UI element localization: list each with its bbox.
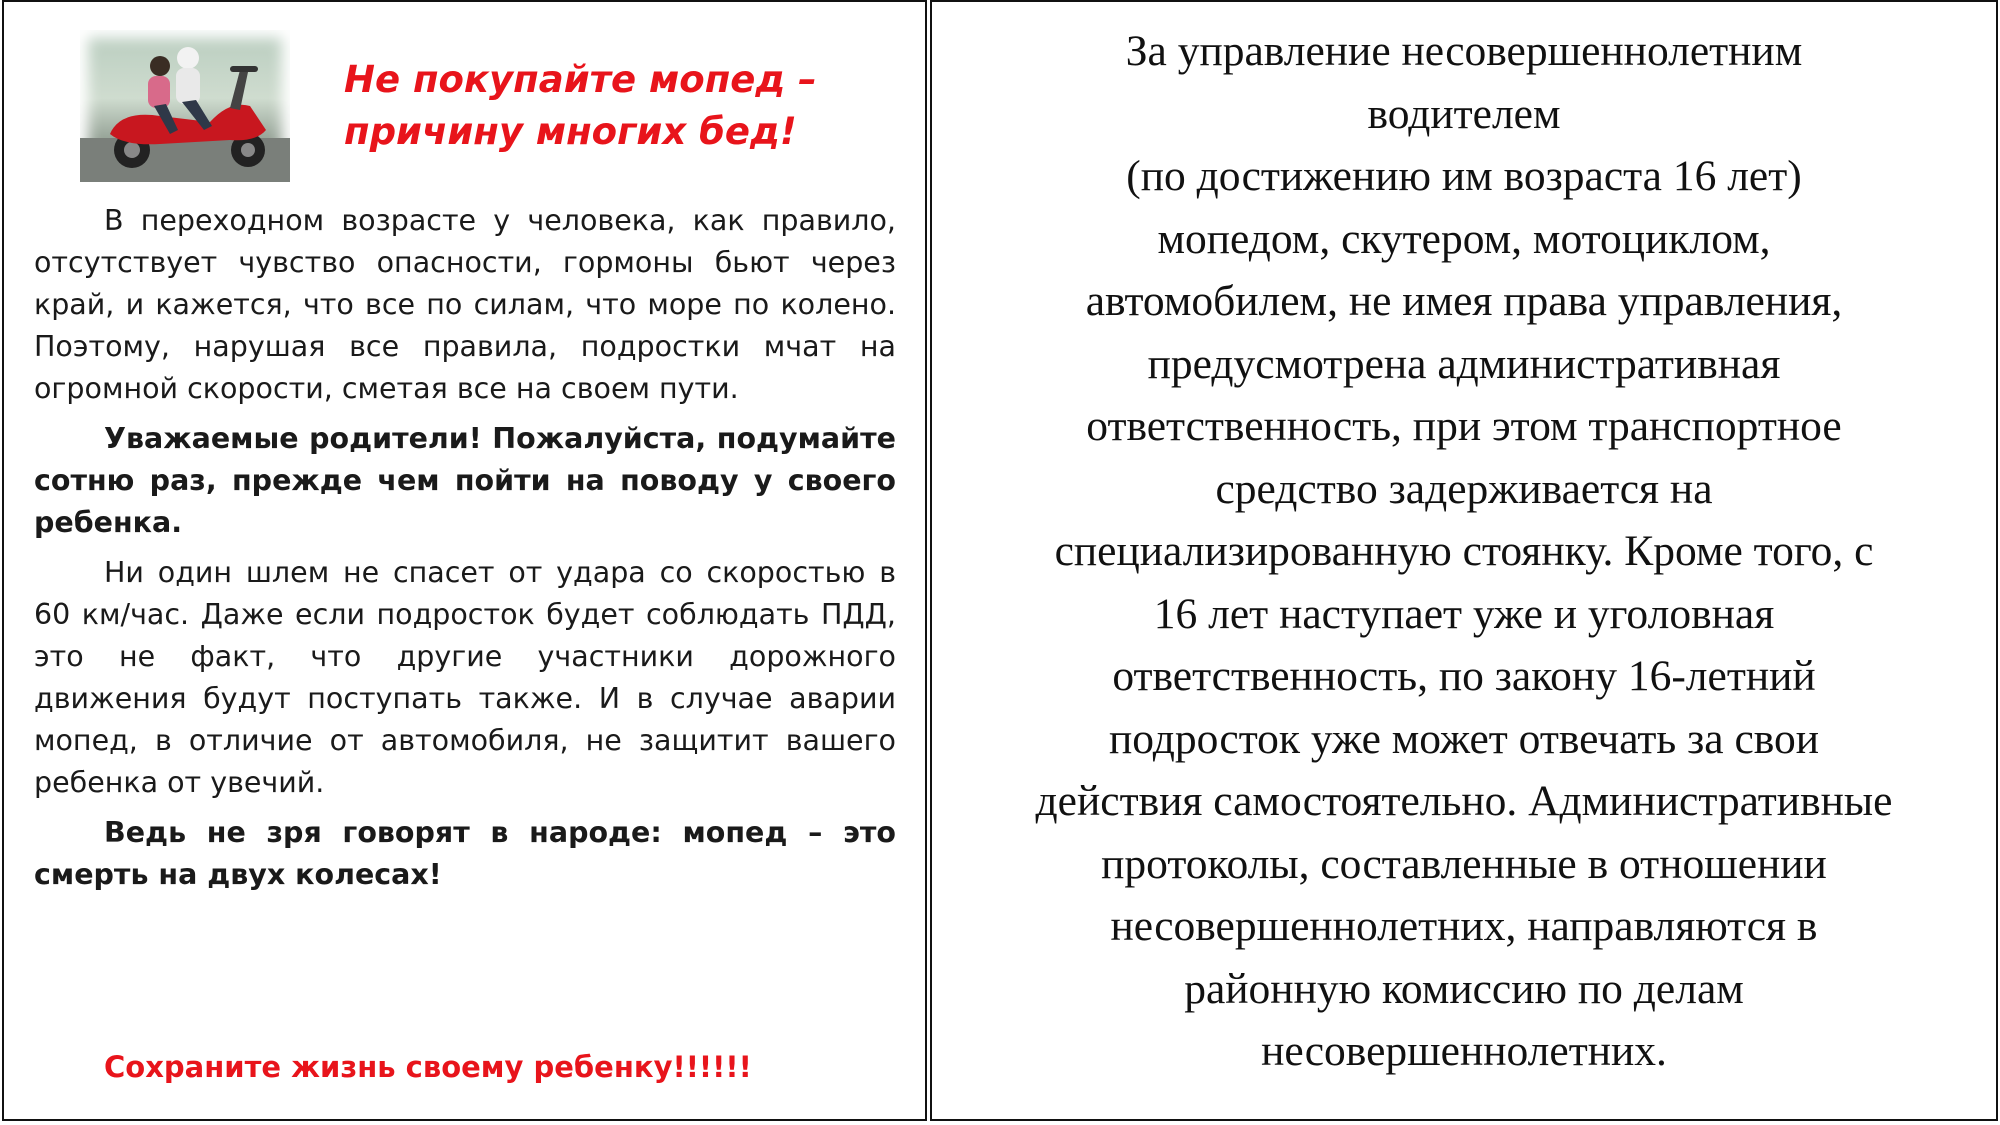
paragraph-danger: В переходном возрасте у человека, как правило, отсутствует чувство опасности, гормоны бьют через край, и кажется, что все по силам, что море по колено. Поэтому, нарушая все правила, подростки мчат на огромной скорости, сметая все на своем пути. — [34, 204, 896, 405]
paragraph-helmet: Ни один шлем не спасет от удара со скоростью в 60 км/час. Даже если подросток будет соблюдать ПДД, это не факт, что другие участники дорожного движения будут поступать также. И в случае аварии мопед, в отличие от автомобиля, не защитит вашего ребенка от увечий. — [34, 556, 896, 799]
legal-notice-text — [940, 20, 1988, 1083]
paragraph-proverb: Ведь не зря говорят в народе: мопед – это смерть на двух колесах! — [34, 816, 896, 891]
legal-line: 16 лет наступает уже и уголовная — [1153, 589, 1775, 638]
moped-riders-icon — [80, 30, 290, 182]
legal-line: ответственность, при этом транспортное — [1086, 402, 1842, 450]
headline-line-1: Не покупайте мопед – — [344, 58, 817, 101]
legal-line: мопедом, скутером, мотоциклом, — [1157, 214, 1771, 263]
legal-line: несовершеннолетних, направляются в — [1110, 902, 1818, 950]
legal-line: районную комиссию по делам — [1184, 964, 1744, 1013]
legal-line: ответственность, по закону 16-летний — [1112, 652, 1816, 700]
legal-line: (по достижению им возраста 16 лет) — [1126, 152, 1802, 200]
legal-line: автомобилем, не имея права управления, — [1085, 277, 1843, 325]
legal-line: предусмотрена административная — [1147, 339, 1781, 388]
left-leaflet-panel — [2, 0, 927, 1121]
legal-line: несовершеннолетних. — [1261, 1027, 1667, 1075]
moped-riders-photo — [80, 30, 290, 182]
legal-line: водителем — [1367, 89, 1561, 138]
right-legal-panel — [930, 0, 1998, 1121]
leaflet-headline — [344, 54, 924, 158]
legal-line: протоколы, составленные в отношении — [1101, 839, 1827, 888]
paragraph-parents-appeal: Уважаемые родители! Пожалуйста, подумайте сотню раз, прежде чем пойти на поводу у своего ребенка. — [34, 422, 896, 539]
legal-line: средство задерживается на — [1215, 464, 1713, 513]
leaflet-body — [34, 200, 896, 904]
closing-call: Сохраните жизнь своему ребенку!!!!!! — [104, 1050, 752, 1084]
legal-line: действия самостоятельно. Административные — [1035, 777, 1893, 825]
legal-line: подросток уже может отвечать за свои — [1108, 714, 1820, 763]
legal-line: специализированную стоянку. Кроме того, с — [1054, 527, 1874, 575]
headline-line-2: причину многих бед! — [344, 110, 797, 153]
legal-line: За управление несовершеннолетним — [1125, 27, 1803, 75]
